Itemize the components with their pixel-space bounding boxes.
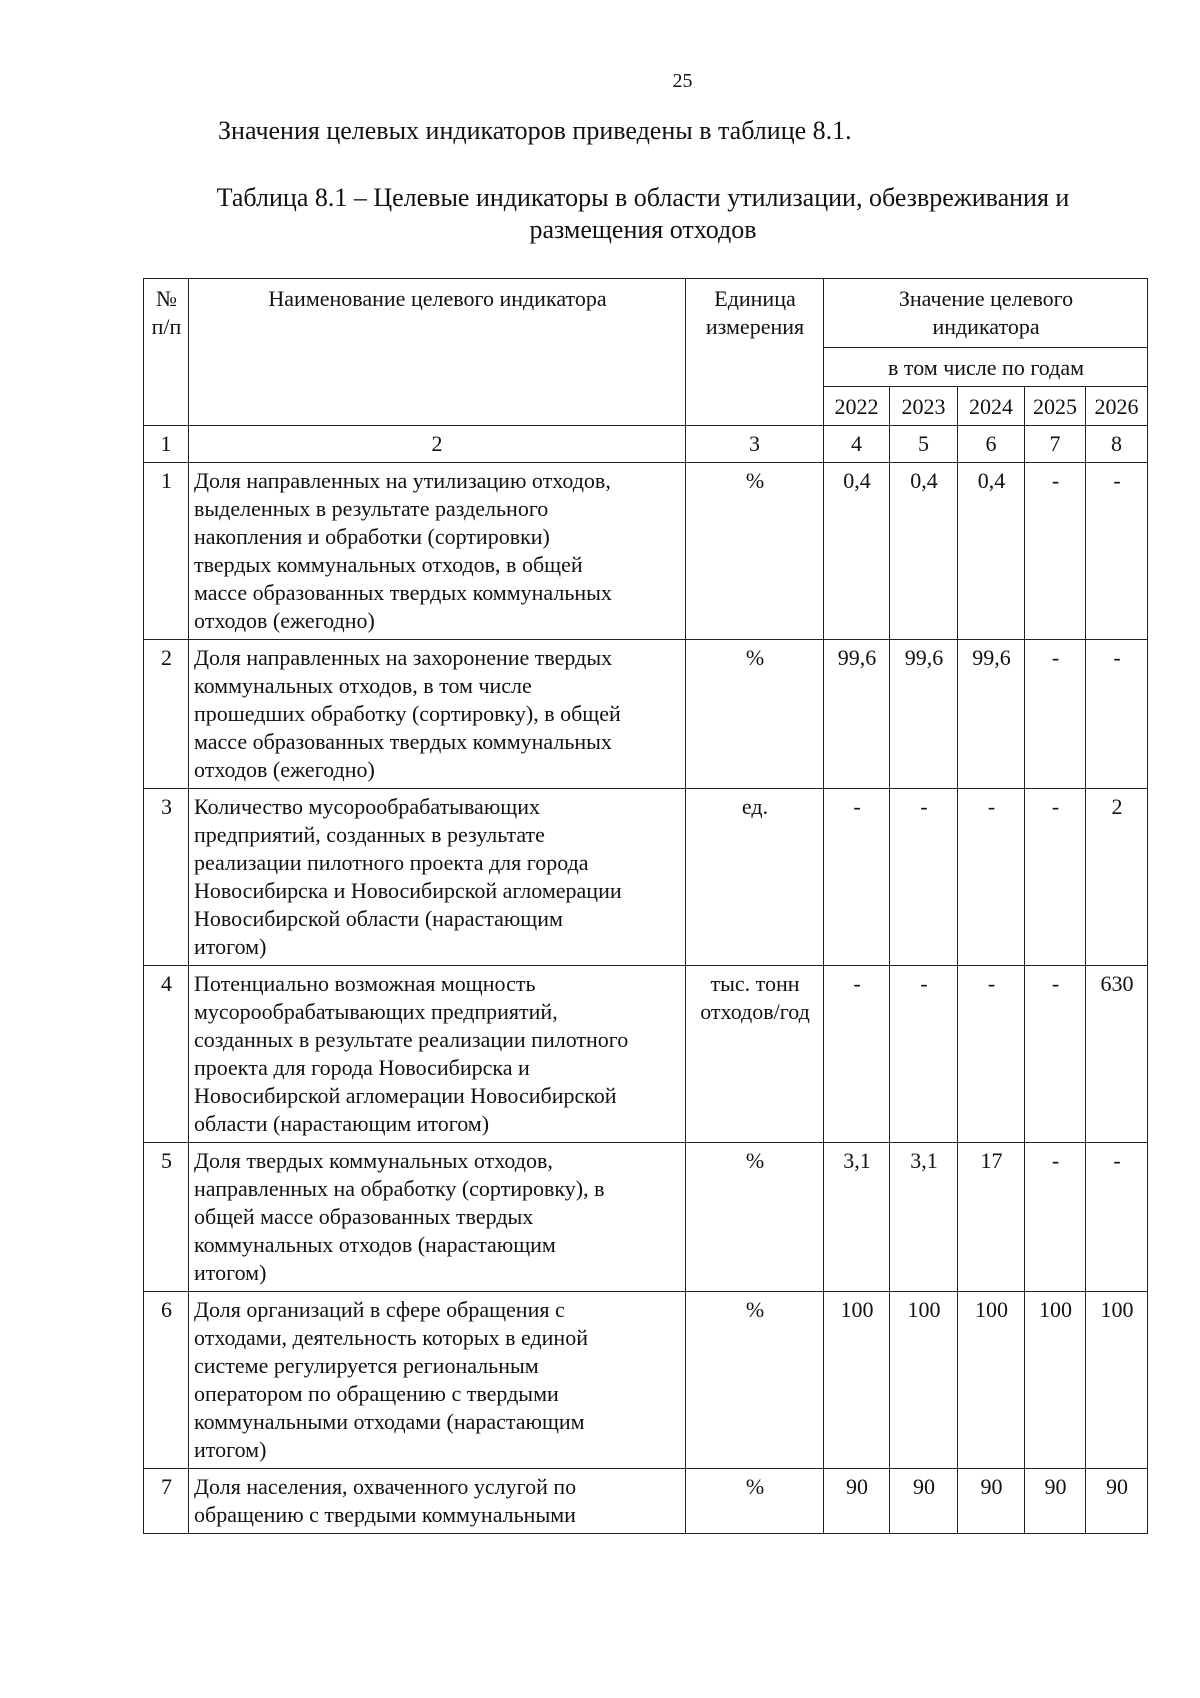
row-number: 1: [144, 463, 189, 640]
column-number: 7: [1025, 426, 1086, 463]
table-caption: [143, 182, 1143, 246]
column-number: 6: [958, 426, 1025, 463]
table-row: [144, 640, 1148, 789]
indicator-unit-line: %: [745, 645, 765, 670]
indicator-value: -: [958, 789, 1025, 966]
indicator-value: 3,1: [890, 1143, 958, 1292]
table-row: [144, 1469, 1148, 1534]
header-unit: Единица измерения: [686, 279, 824, 426]
header-indicator-name: Наименование целевого индикатора: [189, 279, 686, 426]
indicator-unit: [686, 789, 824, 966]
indicator-value: -: [1086, 1143, 1148, 1292]
indicator-name-line: системе регулируется региональным: [194, 1353, 539, 1378]
header-year: 2024: [958, 387, 1025, 426]
row-number: 4: [144, 966, 189, 1143]
indicator-name-line: накопления и обработки (сортировки): [194, 524, 550, 549]
indicator-value: 2: [1086, 789, 1148, 966]
indicator-name-line: созданных в результате реализации пилотного: [194, 1027, 629, 1052]
indicator-value: 90: [958, 1469, 1025, 1534]
indicator-name-line: Новосибирской области (нарастающим: [194, 906, 563, 931]
indicator-name: [189, 1143, 686, 1292]
indicator-value: 90: [824, 1469, 890, 1534]
indicator-name-line: отходов (ежегодно): [194, 757, 375, 782]
indicator-value: -: [824, 789, 890, 966]
indicator-value: -: [1025, 1143, 1086, 1292]
indicator-value: 90: [1025, 1469, 1086, 1534]
indicator-name-line: оператором по обращению с твердыми: [194, 1381, 559, 1406]
header-year: 2022: [824, 387, 890, 426]
indicator-unit: [686, 966, 824, 1143]
indicator-value: 3,1: [824, 1143, 890, 1292]
indicators-table: [143, 278, 1148, 1534]
column-number: 8: [1086, 426, 1148, 463]
indicator-name-line: Доля твердых коммунальных отходов,: [194, 1148, 553, 1173]
indicator-name-line: мусорообрабатывающих предприятий,: [194, 999, 558, 1024]
indicator-name-line: выделенных в результате раздельного: [194, 496, 549, 521]
column-number: 2: [189, 426, 686, 463]
indicator-name-line: общей массе образованных твердых: [194, 1204, 534, 1229]
table-row: [144, 1143, 1148, 1292]
indicator-name: [189, 1469, 686, 1534]
indicator-name-line: итогом): [194, 934, 267, 959]
indicator-name-line: итогом): [194, 1437, 267, 1462]
indicator-value: 99,6: [890, 640, 958, 789]
indicator-value: 100: [824, 1292, 890, 1469]
indicator-name-line: области (нарастающим итогом): [194, 1111, 490, 1136]
indicator-name: [189, 789, 686, 966]
indicator-name-line: Доля населения, охваченного услугой по: [194, 1474, 577, 1499]
indicator-name-line: отходами, деятельность которых в единой: [194, 1325, 588, 1350]
indicator-name-line: массе образованных твердых коммунальных: [194, 580, 612, 605]
indicator-name-line: коммунальными отходами (нарастающим: [194, 1409, 585, 1434]
indicator-value: 99,6: [824, 640, 890, 789]
indicator-name-line: Доля направленных на утилизацию отходов,: [194, 468, 611, 493]
header-year: 2025: [1025, 387, 1086, 426]
indicator-unit: [686, 1143, 824, 1292]
table-caption-line: размещения отходов: [529, 215, 757, 244]
table-row: [144, 789, 1148, 966]
indicator-value: 99,6: [958, 640, 1025, 789]
indicator-value: -: [1025, 789, 1086, 966]
indicator-name-line: реализации пилотного проекта для города: [194, 850, 589, 875]
header-year: 2023: [890, 387, 958, 426]
indicator-name-line: отходов (ежегодно): [194, 608, 375, 633]
indicator-value: -: [890, 789, 958, 966]
table-caption-line: Таблица 8.1 – Целевые индикаторы в области утилизации, обезвреживания и: [216, 183, 1070, 212]
table-row: [144, 463, 1148, 640]
indicator-name-line: итогом): [194, 1260, 267, 1285]
indicator-value: 630: [1086, 966, 1148, 1143]
indicator-value: -: [1025, 966, 1086, 1143]
header-year: 2026: [1086, 387, 1148, 426]
indicator-unit-line: отходов/год: [700, 999, 810, 1024]
column-number: 4: [824, 426, 890, 463]
indicator-name-line: предприятий, созданных в результате: [194, 822, 545, 847]
indicator-unit-line: %: [745, 1148, 765, 1173]
row-number: 3: [144, 789, 189, 966]
indicator-name-line: твердых коммунальных отходов, в общей: [194, 552, 583, 577]
indicator-name-line: Новосибирской агломерации Новосибирской: [194, 1083, 617, 1108]
row-number: 2: [144, 640, 189, 789]
indicator-value: 0,4: [890, 463, 958, 640]
row-number: 7: [144, 1469, 189, 1534]
header-by-years: в том числе по годам: [824, 348, 1148, 387]
indicator-name: [189, 463, 686, 640]
indicator-name: [189, 640, 686, 789]
indicator-value: -: [824, 966, 890, 1143]
indicator-unit-line: ед.: [741, 794, 769, 819]
indicator-value: -: [890, 966, 958, 1143]
indicator-name-line: проекта для города Новосибирска и: [194, 1055, 530, 1080]
indicator-name-line: Потенциально возможная мощность: [194, 971, 536, 996]
indicator-unit: [686, 463, 824, 640]
indicator-value: 100: [1086, 1292, 1148, 1469]
table-row: [144, 966, 1148, 1143]
indicator-name-line: Доля организаций в сфере обращения с: [194, 1297, 565, 1322]
indicator-value: 17: [958, 1143, 1025, 1292]
indicator-name-line: направленных на обработку (сортировку), в: [194, 1176, 605, 1201]
indicator-value: -: [958, 966, 1025, 1143]
indicator-name-line: прошедших обработку (сортировку), в общей: [194, 701, 621, 726]
page-number: 25: [672, 70, 693, 92]
column-number: 1: [144, 426, 189, 463]
indicator-unit: [686, 1292, 824, 1469]
table-row: [144, 1292, 1148, 1469]
indicator-value: 90: [1086, 1469, 1148, 1534]
indicator-unit: [686, 1469, 824, 1534]
indicator-value: 0,4: [824, 463, 890, 640]
indicator-value: 100: [890, 1292, 958, 1469]
indicator-name-line: коммунальных отходов (нарастающим: [194, 1232, 556, 1257]
header-number: № п/п: [144, 279, 189, 426]
indicator-unit-line: тыс. тонн: [710, 971, 800, 996]
indicator-name-line: коммунальных отходов, в том числе: [194, 673, 532, 698]
intro-text: Значения целевых индикаторов приведены в таблице 8.1.: [218, 116, 852, 145]
indicator-value: 100: [958, 1292, 1025, 1469]
indicator-unit-line: %: [745, 1474, 765, 1499]
indicator-value: -: [1025, 463, 1086, 640]
column-number: 3: [686, 426, 824, 463]
indicator-value: 90: [890, 1469, 958, 1534]
column-number: 5: [890, 426, 958, 463]
header-target-value: Значение целевого индикатора: [824, 279, 1148, 348]
indicator-unit-line: %: [745, 1297, 765, 1322]
indicator-name-line: Новосибирска и Новосибирской агломерации: [194, 878, 622, 903]
indicator-name-line: Доля направленных на захоронение твердых: [194, 645, 613, 670]
row-number: 5: [144, 1143, 189, 1292]
indicator-name-line: обращению с твердыми коммунальными: [194, 1502, 576, 1527]
indicator-value: -: [1086, 640, 1148, 789]
indicator-value: -: [1025, 640, 1086, 789]
column-numbers-row: [144, 426, 1148, 463]
indicator-name: [189, 1292, 686, 1469]
indicator-name: [189, 966, 686, 1143]
indicator-unit-line: %: [745, 468, 765, 493]
indicator-name-line: массе образованных твердых коммунальных: [194, 729, 612, 754]
indicator-name-line: Количество мусорообрабатывающих: [194, 794, 540, 819]
row-number: 6: [144, 1292, 189, 1469]
indicator-value: 0,4: [958, 463, 1025, 640]
indicator-unit: [686, 640, 824, 789]
indicator-value: 100: [1025, 1292, 1086, 1469]
indicator-value: -: [1086, 463, 1148, 640]
